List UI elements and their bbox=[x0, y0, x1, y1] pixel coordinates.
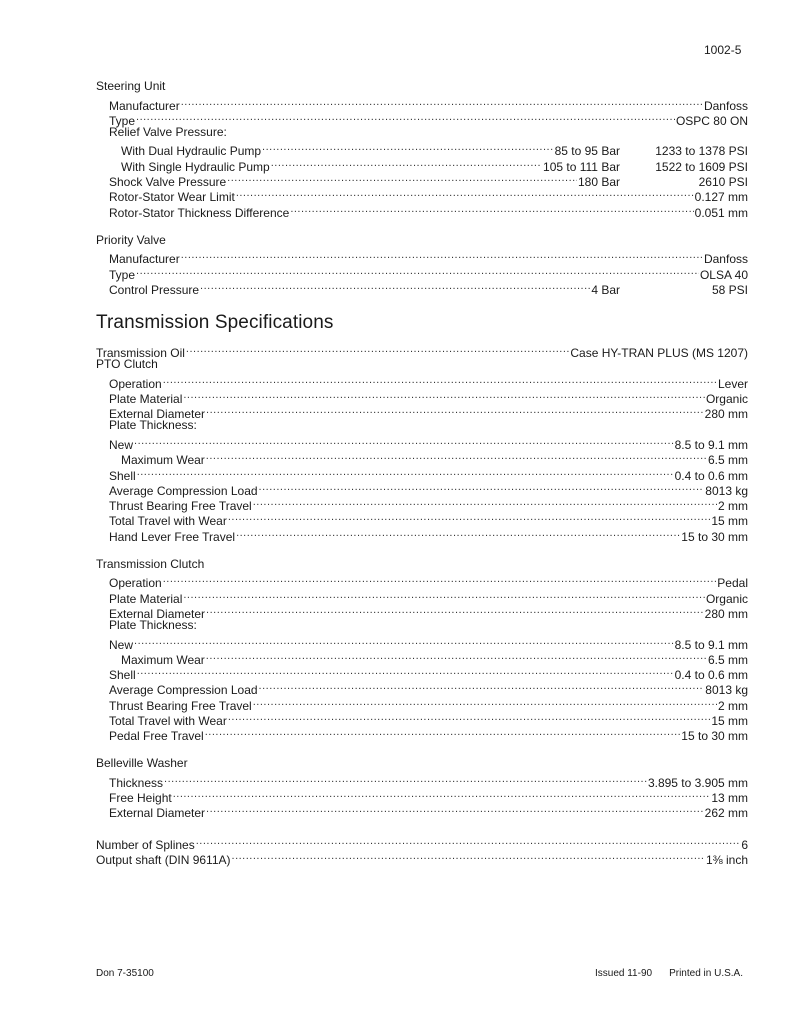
dot-leader bbox=[200, 279, 590, 294]
spec-value: 2 mm bbox=[718, 698, 748, 713]
spec-label: Transmission Oil bbox=[96, 346, 185, 361]
dot-leader bbox=[173, 787, 711, 802]
dot-leader bbox=[253, 495, 717, 510]
spec-label: Plate Thickness: bbox=[109, 617, 197, 632]
spec-metric-value: 180 Bar bbox=[577, 175, 620, 190]
spec-value: 8013 kg bbox=[705, 683, 748, 698]
spec-label: Pedal Free Travel bbox=[109, 729, 204, 744]
dot-leader bbox=[206, 603, 704, 618]
priority-valve-title: Priority Valve bbox=[96, 232, 166, 247]
dot-leader bbox=[136, 110, 675, 125]
spec-value: 0.127 mm bbox=[694, 190, 748, 205]
spec-label: Rotor-Stator Wear Limit bbox=[109, 190, 235, 205]
dot-leader bbox=[232, 849, 705, 864]
spec-row bbox=[96, 110, 748, 128]
dot-leader bbox=[262, 140, 554, 155]
spec-row bbox=[96, 772, 748, 790]
spec-label: Operation bbox=[109, 376, 162, 391]
transmission-clutch-title: Transmission Clutch bbox=[96, 556, 205, 571]
dot-leader bbox=[183, 388, 705, 403]
spec-label: External Diameter bbox=[109, 606, 206, 621]
spec-value: Case HY-TRAN PLUS (MS 1207) bbox=[570, 346, 748, 361]
spec-label: Plate Material bbox=[109, 392, 183, 407]
spec-value: 15 mm bbox=[711, 514, 748, 529]
spec-label: Hand Lever Free Travel bbox=[109, 529, 236, 544]
dot-leader bbox=[164, 772, 647, 787]
spec-label: Control Pressure bbox=[109, 282, 200, 297]
spec-row bbox=[96, 342, 748, 361]
spec-subheading bbox=[96, 125, 748, 140]
spec-row bbox=[96, 449, 748, 468]
dot-leader bbox=[227, 171, 577, 186]
dot-leader bbox=[186, 342, 569, 357]
footer-doc-number: Don 7-35100 bbox=[96, 968, 154, 979]
spec-value: 280 mm bbox=[704, 606, 748, 621]
spec-value: 1⅜ inch bbox=[705, 853, 748, 868]
spec-value: 8013 kg bbox=[705, 483, 748, 498]
spec-value: Lever bbox=[717, 376, 748, 391]
spec-label: Thrust Bearing Free Travel bbox=[109, 499, 252, 514]
spec-value: 2 mm bbox=[718, 499, 748, 514]
spec-label: Plate Material bbox=[109, 591, 183, 606]
spec-row bbox=[96, 587, 748, 606]
spec-label: Thrust Bearing Free Travel bbox=[109, 698, 252, 713]
section-heading: Transmission Specifications bbox=[96, 311, 334, 333]
spec-label: Average Compression Load bbox=[109, 483, 258, 498]
dot-leader bbox=[181, 94, 703, 109]
spec-label: Maximum Wear bbox=[121, 652, 205, 667]
spec-label: Total Travel with Wear bbox=[109, 713, 227, 728]
page-number: 1002-5 bbox=[704, 43, 742, 57]
dot-leader bbox=[259, 480, 705, 495]
dot-leader bbox=[206, 802, 704, 817]
spec-value: 8.5 to 9.1 mm bbox=[674, 437, 748, 452]
dot-leader bbox=[206, 649, 707, 664]
spec-label: Manufacturer bbox=[109, 98, 180, 113]
steering-unit-title: Steering Unit bbox=[96, 79, 166, 93]
spec-label: New bbox=[109, 437, 134, 452]
spec-row bbox=[96, 434, 748, 452]
dot-leader bbox=[228, 710, 710, 725]
spec-label: With Single Hydraulic Pump bbox=[121, 159, 270, 174]
spec-row bbox=[96, 372, 748, 391]
spec-imperial-value: 58 PSI bbox=[711, 282, 748, 297]
spec-value: Danfoss bbox=[703, 98, 748, 113]
spec-label: Output shaft (DIN 9611A) bbox=[96, 853, 231, 868]
spec-row bbox=[96, 94, 748, 113]
spec-value: 280 mm bbox=[704, 407, 748, 422]
dot-leader bbox=[163, 372, 717, 387]
spec-label: Operation bbox=[109, 576, 162, 591]
spec-value: 15 to 30 mm bbox=[681, 529, 748, 544]
dot-leader bbox=[134, 633, 674, 648]
spec-value: OSPC 80 ON bbox=[675, 113, 748, 128]
spec-label: Type bbox=[109, 113, 136, 128]
spec-label: Relief Valve Pressure: bbox=[109, 124, 227, 139]
dot-leader bbox=[236, 525, 680, 540]
spec-value: 6.5 mm bbox=[707, 453, 748, 468]
footer-printed: Printed in U.S.A. bbox=[669, 968, 743, 979]
spec-value: 0.4 to 0.6 mm bbox=[674, 468, 748, 483]
dot-leader bbox=[205, 725, 681, 740]
spec-label: New bbox=[109, 637, 134, 652]
spec-label: With Dual Hydraulic Pump bbox=[121, 144, 262, 159]
spec-label: Thickness bbox=[109, 775, 164, 790]
spec-label: Plate Thickness: bbox=[109, 418, 197, 433]
spec-label: Type bbox=[109, 267, 136, 282]
spec-row bbox=[96, 464, 748, 483]
spec-row bbox=[96, 787, 748, 806]
dot-leader bbox=[181, 248, 703, 263]
dot-leader bbox=[136, 263, 699, 278]
spec-label: Maximum Wear bbox=[121, 453, 205, 468]
spec-row bbox=[96, 388, 748, 407]
spec-value: 8.5 to 9.1 mm bbox=[674, 637, 748, 652]
spec-value: 0.4 to 0.6 mm bbox=[674, 668, 748, 683]
dot-leader bbox=[259, 679, 705, 694]
spec-row bbox=[96, 279, 748, 297]
dot-leader bbox=[137, 464, 674, 479]
spec-row bbox=[96, 679, 748, 698]
spec-value: Danfoss bbox=[703, 252, 748, 267]
spec-label: Number of Splines bbox=[96, 837, 195, 852]
spec-row bbox=[96, 480, 748, 498]
dot-leader bbox=[206, 403, 704, 418]
spec-label: Shock Valve Pressure bbox=[109, 175, 227, 190]
dot-leader bbox=[196, 833, 741, 848]
spec-row bbox=[96, 403, 748, 422]
spec-row bbox=[96, 802, 748, 821]
spec-value: 6 bbox=[741, 837, 748, 852]
spec-value: Organic bbox=[705, 392, 748, 407]
dot-leader bbox=[137, 664, 674, 679]
spec-row bbox=[96, 664, 748, 683]
footer-issued: Issued 11-90 bbox=[595, 968, 653, 979]
spec-row bbox=[96, 248, 748, 267]
spec-metric-value: 105 to 111 Bar bbox=[543, 159, 620, 174]
spec-row bbox=[96, 833, 748, 852]
spec-content bbox=[96, 79, 748, 868]
spec-row bbox=[96, 633, 748, 652]
spec-label: Average Compression Load bbox=[109, 683, 258, 698]
spec-value: 13 mm bbox=[711, 791, 748, 806]
spec-label: Shell bbox=[109, 668, 136, 683]
spec-imperial-value: 2610 PSI bbox=[698, 175, 748, 190]
spec-row bbox=[96, 572, 748, 591]
spec-subheading bbox=[96, 418, 748, 433]
spec-value: 262 mm bbox=[704, 806, 748, 821]
spec-label: External Diameter bbox=[109, 407, 206, 422]
spec-label: Total Travel with Wear bbox=[109, 514, 227, 529]
spec-imperial-value: 1522 to 1609 PSI bbox=[655, 159, 748, 174]
spec-label: Rotor-Stator Thickness Difference bbox=[109, 205, 290, 220]
spec-value: Pedal bbox=[717, 576, 748, 591]
dot-leader bbox=[290, 201, 693, 216]
spec-value: 15 mm bbox=[711, 713, 748, 728]
dot-leader bbox=[253, 694, 717, 709]
dot-leader bbox=[228, 510, 710, 525]
spec-value: 0.051 mm bbox=[694, 205, 748, 220]
spec-row bbox=[96, 140, 748, 159]
footer-issue-info bbox=[595, 968, 760, 979]
spec-value: 6.5 mm bbox=[707, 652, 748, 667]
pto-clutch-title: PTO Clutch bbox=[96, 357, 158, 372]
spec-subheading bbox=[96, 618, 748, 633]
belleville-washer-title: Belleville Washer bbox=[96, 756, 188, 771]
dot-leader bbox=[163, 572, 717, 587]
spec-metric-value: 4 Bar bbox=[591, 282, 620, 297]
spec-row bbox=[96, 649, 748, 667]
spec-value: Organic bbox=[705, 591, 748, 606]
spec-label: External Diameter bbox=[109, 806, 206, 821]
spec-label: Free Height bbox=[109, 791, 172, 806]
spec-label: Manufacturer bbox=[109, 252, 180, 267]
dot-leader bbox=[236, 186, 694, 201]
spec-value: 15 to 30 mm bbox=[681, 729, 748, 744]
spec-value: 3.895 to 3.905 mm bbox=[647, 775, 748, 790]
spec-imperial-value: 1233 to 1378 PSI bbox=[655, 144, 748, 159]
dot-leader bbox=[134, 434, 674, 449]
dot-leader bbox=[271, 155, 542, 170]
dot-leader bbox=[183, 587, 705, 602]
dot-leader bbox=[206, 449, 707, 464]
spec-row bbox=[96, 263, 748, 282]
spec-row bbox=[96, 603, 748, 621]
spec-value: OLSA 40 bbox=[699, 267, 748, 282]
spec-label: Shell bbox=[109, 468, 136, 483]
spec-metric-value: 85 to 95 Bar bbox=[554, 144, 620, 159]
